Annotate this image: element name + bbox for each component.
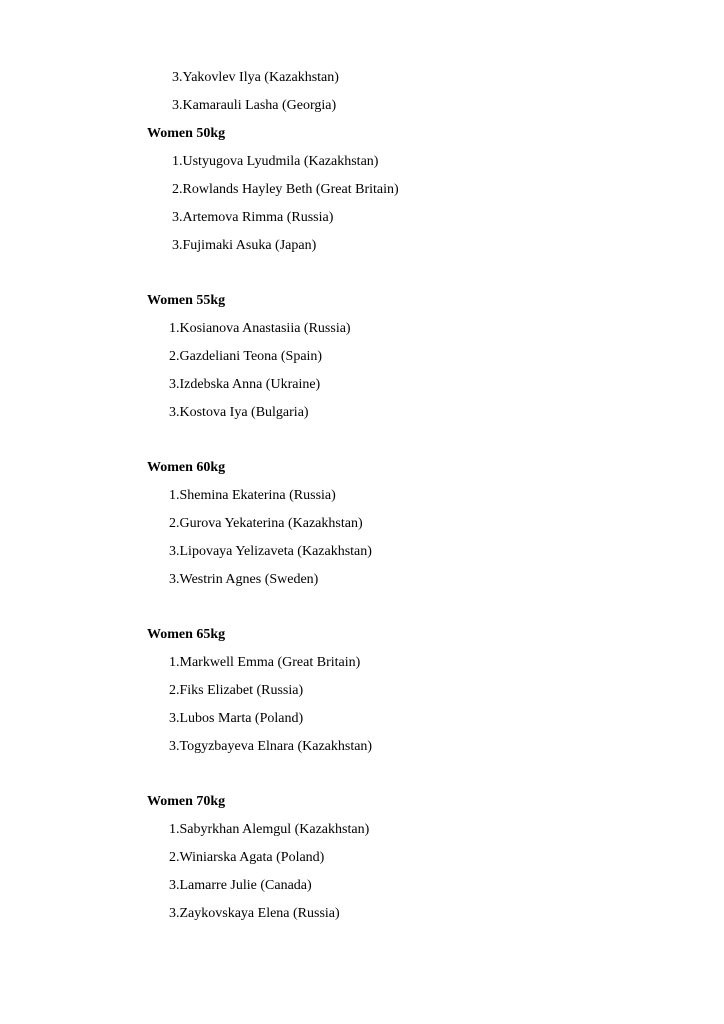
result-line: 3.Zaykovskaya Elena (Russia)	[169, 906, 340, 921]
result-line: 1.Kosianova Anastasiia (Russia)	[169, 321, 351, 336]
result-line: 3.Izdebska Anna (Ukraine)	[169, 377, 321, 392]
result-line: 2.Winiarska Agata (Poland)	[169, 850, 325, 865]
weight-category-heading: Women 70kg	[147, 794, 226, 809]
weight-category-heading: Women 50kg	[147, 126, 226, 141]
result-line: 2.Rowlands Hayley Beth (Great Britain)	[172, 182, 399, 197]
result-line: 1.Shemina Ekaterina (Russia)	[169, 488, 336, 503]
result-line: 3.Fujimaki Asuka (Japan)	[172, 238, 317, 253]
result-line: 3.Kamarauli Lasha (Georgia)	[172, 98, 337, 113]
result-line: 3.Artemova Rimma (Russia)	[172, 210, 334, 225]
weight-category-heading: Women 55kg	[147, 293, 226, 308]
weight-category-heading: Women 65kg	[147, 627, 226, 642]
result-line: 3.Lamarre Julie (Canada)	[169, 878, 312, 893]
weight-category-heading: Women 60kg	[147, 460, 226, 475]
result-line: 1.Sabyrkhan Alemgul (Kazakhstan)	[169, 822, 370, 837]
result-line: 3.Westrin Agnes (Sweden)	[169, 572, 319, 587]
result-line: 3.Lubos Marta (Poland)	[169, 711, 304, 726]
result-line: 2.Gazdeliani Teona (Spain)	[169, 349, 323, 364]
result-line: 2.Gurova Yekaterina (Kazakhstan)	[169, 516, 363, 531]
result-line: 3.Togyzbayeva Elnara (Kazakhstan)	[169, 739, 373, 754]
result-line: 2.Fiks Elizabet (Russia)	[169, 683, 304, 698]
result-line: 3.Lipovaya Yelizaveta (Kazakhstan)	[169, 544, 372, 559]
result-line: 1.Ustyugova Lyudmila (Kazakhstan)	[172, 154, 379, 169]
result-line: 3.Kostova Iya (Bulgaria)	[169, 405, 309, 420]
result-line: 3.Yakovlev Ilya (Kazakhstan)	[172, 70, 339, 85]
result-line: 1.Markwell Emma (Great Britain)	[169, 655, 361, 670]
